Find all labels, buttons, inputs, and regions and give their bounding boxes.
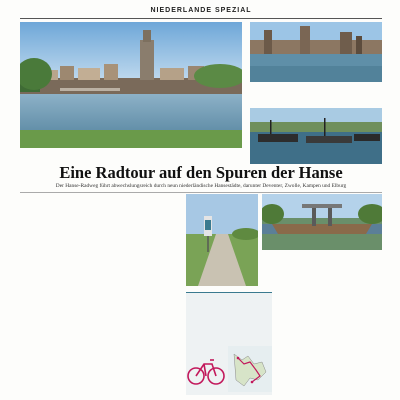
article-column-3-lower [132,255,184,395]
article-subhead: Der Hanse-Radweg führt abwechslungsreich durch neun niederländische Hansestädte, darunter Deventer, Zwolle, Kampen und Elburg [55,183,347,189]
bicycle-illustration [186,348,226,390]
section-title: NIEDERLANDE SPEZIAL [150,7,252,14]
article-column-2 [76,194,128,394]
article-column-1 [20,194,72,394]
deventer-river-photo [20,22,242,148]
article-column-6 [331,260,383,395]
hanseatic-city-skyline-photo [250,22,382,82]
article-column-3 [132,194,184,254]
info-box-text [186,298,272,344]
elburg-bridge-photo [262,194,382,250]
harbor-boats-photo [250,108,382,164]
dike-path-photo [186,194,258,286]
page-header [20,6,382,19]
article-column-5 [275,260,327,395]
divider [20,192,382,193]
article-headline: Eine Radtour auf den Spuren der Hanse [59,163,343,182]
route-map [228,346,272,392]
